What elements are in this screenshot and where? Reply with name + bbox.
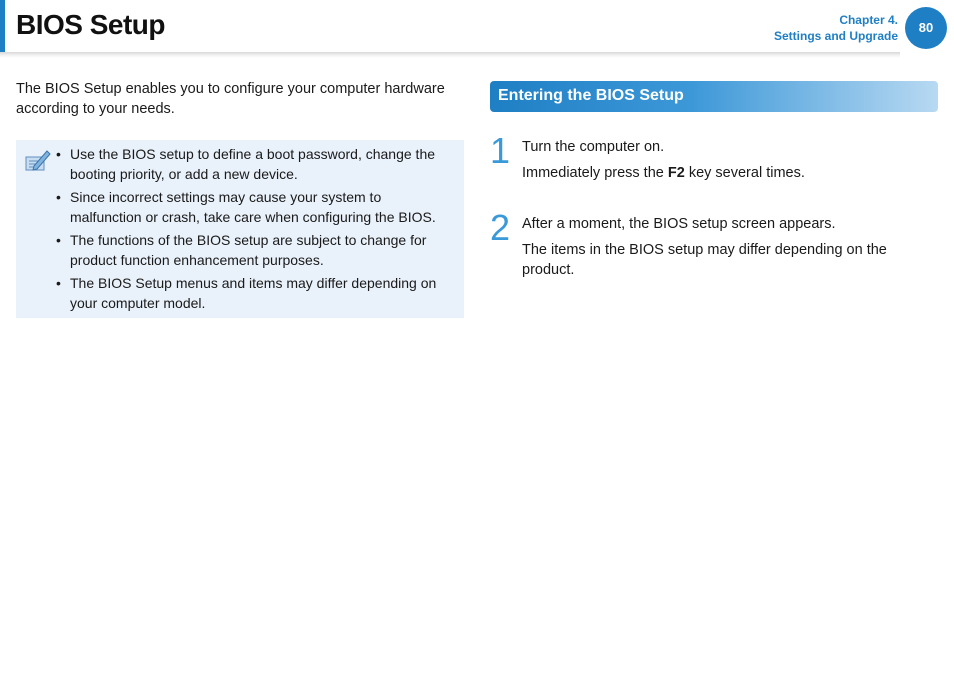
step-number: 1 [490, 130, 511, 171]
chapter-title: Settings and Upgrade [773, 29, 898, 43]
section-header [490, 81, 938, 112]
note-item: • Since incorrect settings may cause your system to malfunction or crash, take care when configuring the BIOS. [56, 189, 436, 225]
header-accent-bar [0, 0, 5, 52]
chapter-number: Chapter 4. [839, 13, 898, 27]
bullet: • [56, 232, 61, 248]
section-title: Entering the BIOS Setup [498, 87, 684, 104]
step-1-line-2: Immediately press the F2 key several times. [522, 165, 805, 181]
note-item: • Use the BIOS setup to define a boot password, change the booting priority, or add a new device. [56, 146, 436, 182]
pencil-note-icon [24, 148, 52, 174]
header-divider [0, 52, 900, 58]
step-number: 2 [490, 207, 511, 248]
intro-paragraph: The BIOS Setup enables you to configure your computer hardware according to your needs. [16, 81, 445, 117]
page-number-badge: 80 [905, 7, 947, 49]
step-1-text [522, 137, 932, 183]
bullet: • [56, 275, 61, 291]
step-2-line-2: The items in the BIOS setup may differ depending on the product. [522, 242, 887, 278]
note-item: • The functions of the BIOS setup are subject to change for product function enhancement purposes. [56, 232, 427, 268]
step-1-line-1: Turn the computer on. [522, 139, 665, 155]
step-2-line-1: After a moment, the BIOS setup screen appears. [522, 216, 836, 232]
note-box [16, 140, 464, 318]
step-2-text [522, 214, 932, 280]
page-header [0, 0, 954, 60]
note-item: • The BIOS Setup menus and items may differ depending on your computer model. [56, 275, 437, 311]
key-label: F2 [667, 165, 685, 181]
note-list [56, 145, 456, 317]
page-title: BIOS Setup [16, 9, 166, 40]
bullet: • [56, 146, 61, 162]
bullet: • [56, 189, 61, 205]
chapter-label [774, 12, 898, 44]
